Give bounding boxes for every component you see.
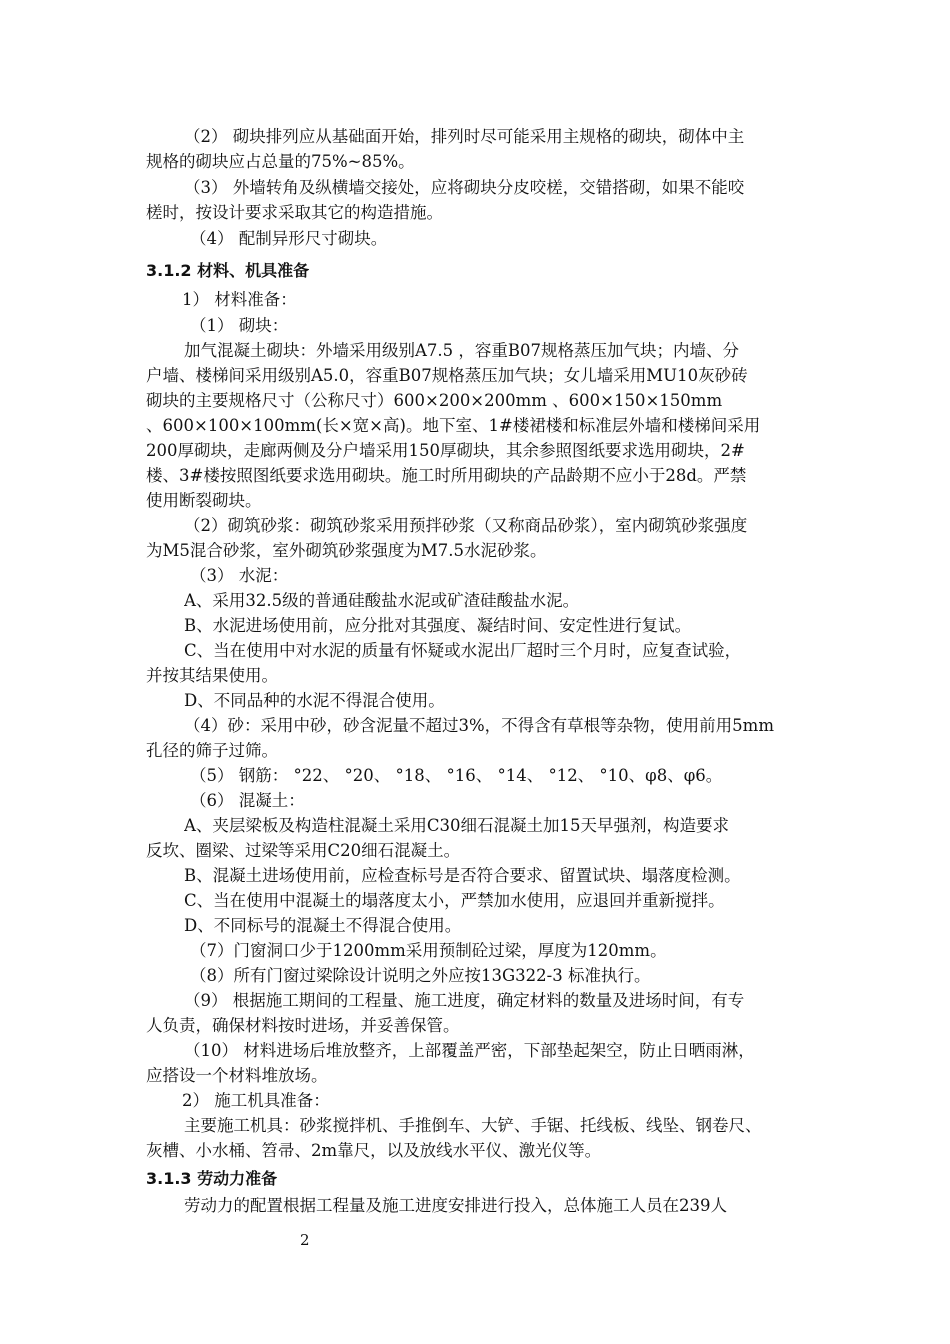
paragraph-line: 、600×100×100mm(长×宽×高)。地下室、1#楼裙楼和标准层外墙和楼梯间采用	[146, 416, 761, 435]
paragraph-line: （3） 外墙转角及纵横墙交接处，应将砌块分皮咬槎，交错搭砌，如果不能咬	[184, 178, 745, 197]
paragraph-line: 为M5混合砂浆，室外砌筑砂浆强度为M7.5水泥砂浆。	[146, 541, 547, 560]
paragraph-line: （2）砌筑砂浆：砌筑砂浆采用预拌砂浆（又称商品砂浆），室内砌筑砂浆强度	[184, 516, 748, 535]
paragraph-line: 2） 施工机具准备：	[182, 1091, 330, 1110]
section-heading: 3.1.2 材料、机具准备	[146, 261, 310, 280]
paragraph-line: 应搭设一个材料堆放场。	[146, 1066, 328, 1085]
paragraph-line: （3） 水泥：	[190, 566, 289, 585]
paragraph-line: 200厚砌块，走廊两侧及分户墙采用150厚砌块，其余参照图纸要求选用砌块，2#	[146, 441, 745, 460]
paragraph-line: C、当在使用中对水泥的质量有怀疑或水泥出厂超时三个月时，应复查试验，	[184, 641, 742, 660]
paragraph-line: 孔径的筛子过筛。	[146, 741, 278, 760]
paragraph-line: （5） 钢筋： °22、 °20、 °18、 °16、 °14、 °12、 °10、φ8、φ6。	[190, 766, 723, 785]
paragraph-line: （7）门窗洞口少于1200mm采用预制砼过梁，厚度为120mm。	[190, 941, 667, 960]
paragraph-line: 主要施工机具：砂浆搅拌机、手推倒车、大铲、手锯、托线板、线坠、钢卷尺、	[184, 1116, 762, 1135]
paragraph-line: A、夹层梁板及构造柱混凝土采用C30细石混凝土加15天早强剂，构造要求	[184, 816, 730, 835]
paragraph-line: D、不同标号的混凝土不得混合使用。	[184, 916, 462, 935]
paragraph-line: 户墙、楼梯间采用级别A5.0，容重B07规格蒸压加气块；女儿墙采用MU10灰砂砖	[146, 366, 748, 385]
paragraph-line: 并按其结果使用。	[146, 666, 278, 685]
paragraph-line: 使用断裂砌块。	[146, 491, 262, 510]
paragraph-line: （4） 配制异形尺寸砌块。	[190, 229, 388, 248]
paragraph-line: （8）所有门窗过梁除设计说明之外应按13G322-3 标准执行。	[190, 966, 651, 985]
paragraph-line: 灰槽、小水桶、笤帚、2m靠尺，以及放线水平仪、激光仪等。	[146, 1141, 602, 1160]
paragraph-line: 砌块的主要规格尺寸（公称尺寸）600×200×200mm 、600×150×150mm	[146, 391, 723, 410]
paragraph-line: 反坎、圈梁、过梁等采用C20细石混凝土。	[146, 841, 461, 860]
paragraph-line: C、当在使用中混凝土的塌落度太小，严禁加水使用，应退回并重新搅拌。	[184, 891, 725, 910]
paragraph-line: B、水泥进场使用前，应分批对其强度、凝结时间、安定性进行复试。	[184, 616, 692, 635]
paragraph-line: 规格的砌块应占总量的75%~85%。	[146, 152, 415, 171]
paragraph-line: 加气混凝土砌块：外墙采用级别A7.5 ，容重B07规格蒸压加气块；内墙、分	[184, 341, 740, 360]
paragraph-line: （6） 混凝土：	[190, 791, 305, 810]
paragraph-line: （1） 砌块：	[190, 316, 289, 335]
section-heading: 3.1.3 劳动力准备	[146, 1169, 278, 1188]
paragraph-line: 劳动力的配置根据工程量及施工进度安排进行投入，总体施工人员在239人	[184, 1196, 727, 1215]
paragraph-line: 人负责，确保材料按时进场，并妥善保管。	[146, 1016, 460, 1035]
paragraph-line: D、不同品种的水泥不得混合使用。	[184, 691, 445, 710]
paragraph-line: （4）砂：采用中砂，砂含泥量不超过3%，不得含有草根等杂物，使用前用5mm	[184, 716, 774, 735]
paragraph-line: A、采用32.5级的普通硅酸盐水泥或矿渣硅酸盐水泥。	[184, 591, 580, 610]
paragraph-line: B、混凝土进场使用前，应检查标号是否符合要求、留置试块、塌落度检测。	[184, 866, 741, 885]
paragraph-line: 槎时，按设计要求采取其它的构造措施。	[146, 203, 443, 222]
paragraph-line: 1） 材料准备：	[182, 290, 297, 309]
paragraph-line: （10） 材料进场后堆放整齐，上部覆盖严密，下部垫起架空，防止日晒雨淋，	[184, 1041, 755, 1060]
page-number: 2	[300, 1231, 310, 1249]
paragraph-line: 楼、3#楼按照图纸要求选用砌块。施工时所用砌块的产品龄期不应小于28d。严禁	[146, 466, 747, 485]
paragraph-line: （9） 根据施工期间的工程量、施工进度，确定材料的数量及进场时间，有专	[184, 991, 745, 1010]
paragraph-line: （2） 砌块排列应从基础面开始，排列时尽可能采用主规格的砌块，砌体中主	[184, 127, 745, 146]
